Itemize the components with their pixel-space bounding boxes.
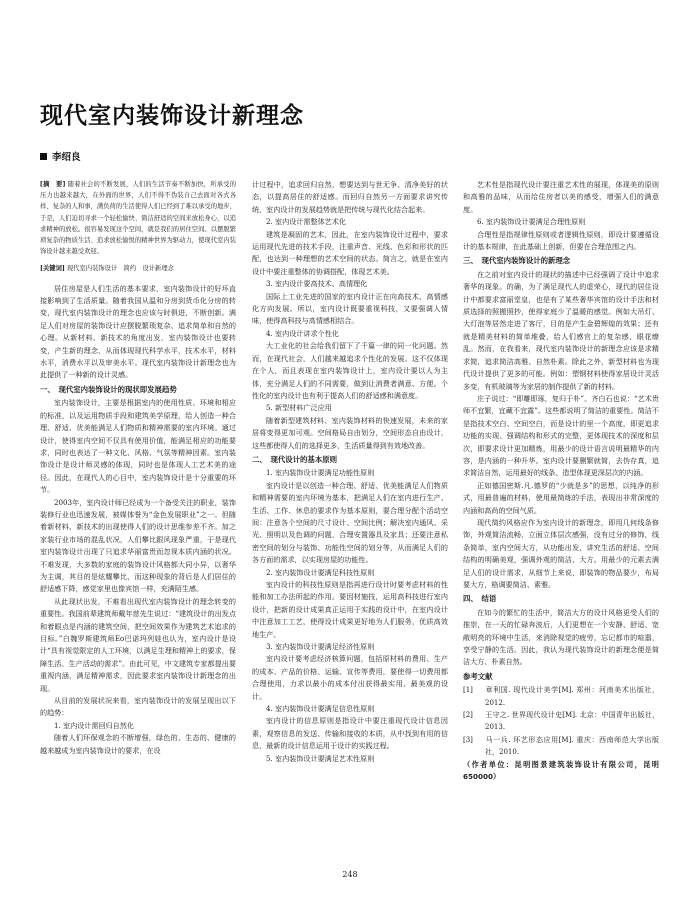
section-heading: 三、 现代室内装饰设计的新理念 — [463, 256, 571, 266]
column-right-body — [463, 179, 659, 669]
section-heading: 5. 室内装饰设计要满足艺术性原则 — [266, 753, 375, 763]
paragraph: 室内设计的科技性原则是指再进行设计时要考虑材料的性能和加工办法所起的作用。要因材施技，运用高科技进行室内设计，把新的设计成果真正运用于实践的设计中，在室内设计中注意加工工艺，使得设计成果更好地为人们服务，优质高效地生产。 — [252, 580, 448, 639]
paragraph: 室内设计的信息原则是指设计中要注重现代设计信息因素，观察信息的发送、传输和接收的本质，从中找到有用的信息，最新的设计信息运用于设计的实践过程。 — [252, 716, 448, 751]
paragraph: 国际上工业先进的国家的室内设计正在向高技术、高情感化方向发展。所以，室内设计既要重视科技，又要强调人情味，使得高科技与高情感相结合。 — [252, 291, 448, 326]
paragraph: 居住房屋是人们生活的基本要求，室内装饰设计的好坏直接影响到了生活质量。随着我国从温和分房到货币化分房的转变，现代室内装饰设计的理念也应该与时俱进，不断创新。满足人们对房屋的装饰设计应摆脱繁琐复杂、追求简单和自然的心理。从新材料、新技术的角度出发，室内装饰设计也要转变，产生新的理念，从而体现现代科学水平，技术水平，材料水平，消费水平以及审美水平。现代室内装饰设计新理念也为此提供了一种新的设计灵感。 — [40, 283, 236, 380]
keywords-text: 现代室内装饰设计 简约 设计新理念 — [66, 265, 174, 273]
section-heading: 4. 室内设计讲求个性化 — [266, 328, 339, 338]
abstract — [40, 179, 236, 257]
keywords — [40, 263, 236, 274]
section-heading: 3. 室内设计要高技术、高情理化 — [266, 279, 368, 289]
paragraph: 庄子说过：“即雕即琢，复归于朴”。齐白石也说：“艺术贵师不宜繁，宜藏不宜露”。这些都说明了简洁的重要性。简洁不是指技术空白、空间空白，而是设计的里一个高度，即更追求功能的实现、强调结构和形式的完整，更体现技术的深度和层次，即要求设计更加精炼，用最少的设计语言说明最精华的内容，是内涵的一种升华。室内设计要删繁就简，去伪存真，追求简洁自然，运用最好的线条、造型体现更深层次的内涵。 — [463, 393, 659, 478]
section-heading: 2. 室内设计需整体艺术化 — [266, 217, 346, 227]
abstract-text: 随着社会的不断发展，人们的生活节奏不断加快，所承受的压力也越来越大，在外面的世界，人们不得不伪装自己去面对各式各样、复杂的人和事，满负荷的生活使得人们已经到了难以承受的地步，于是，人们迫切寻求一个轻松愉快、简洁舒适的空间来放松身心，以追求精神的放松。很容易发现这个空间，就是我们的居住空间。以摆脱繁琐复杂的物质生活、追求放松愉悦的精神世界为驱动力，使现代室内装饰设计越来越受欢迎。 — [40, 181, 236, 256]
reference-item — [463, 709, 659, 734]
section-heading: 2. 室内装饰设计要满足科技性原则 — [266, 567, 375, 577]
paragraph: 从此现状出发，不难看出现代室内装饰设计的理念转变的重要性。我国前辈建筑师戴年慈先生说过：“建筑设计的出发点和着眼点是内涵的建筑空间，把空间效果作为建筑艺术追求的目标。”白魏罗斯建筑师Eo巴诺玛列娃也认为，室内设计是设计“具有视觉限定的人工环境，以满足生理和精神上的要求，保障生活、生产活动的需求”。由此可见，中文建筑专家都提出要重视内涵，满足精神需求，因此要求室内装饰设计新理念的出现。 — [40, 596, 236, 693]
bullet-square-icon — [40, 153, 47, 160]
paragraph: 随着人们环保观念的不断增强，绿色的、生态的、健康的越来越成为室内装饰设计的要求，在设 — [40, 733, 236, 755]
reference-number: [2] — [463, 711, 473, 720]
reference-item — [463, 684, 659, 709]
paragraph: 艺术性是指现代设计要注重艺术性的展现，体现美的原则和高雅的品味，从而给住房者以美的感受，增强人们的满意度。 — [463, 180, 659, 214]
column-right — [463, 179, 659, 869]
paragraph: 计过程中，追求回归自然，想要达到与世无争、清净美好的状态，以提高居住的舒适感。而回归自然另一方面要求讲究传统，室内设计的发展趋势就是把传统与现代化结合起来。 — [252, 180, 448, 214]
keywords-label: [关键词] — [40, 265, 65, 273]
references-heading: 参考文献 — [463, 671, 493, 681]
author-name: 李绍良 — [52, 152, 81, 163]
page-number: 248 — [342, 870, 358, 879]
section-heading: 四、 结语 — [463, 594, 497, 604]
author-affiliation: （作者单位：昆明图景建筑装饰设计有限公司，昆明 650000） — [463, 759, 659, 782]
section-heading: 3. 室内装饰设计要满足经济性原则 — [266, 642, 375, 652]
paragraph: 大工业化的社会给我们留下了千篇一律的同一化问题。然而，在现代社会，人们越来越追求个性化的发展。这不仅体现在个人，而且表现在室内装饰设计上，室内设计要以人为主体，充分满足人们的不同需要，做到让消费者满意、方便。个性化的室内设计也有利于提高人们的舒适感和满意度。 — [252, 341, 448, 400]
paragraph: 在之前对室内设计的现状的描述中已经强调了设计中追求奢华的现象。的确，为了满足现代人的虚荣心，现代的居住设计中都要求富丽堂皇，也是有了某些奢华宾馆的设计手法和材质选择的照搬照抄，使得家庭少了温暖的感觉。例如大吊灯、大灯泡等居然走进了客厅，目的是产生金碧辉煌的效果；还有就是精美材料的简单堆叠，给人们感官上的复杂感、眼花缭乱。然而，在我看来，现代室内装饰设计的新理念应该是求精求简，追求简洁高雅、自然朴素。除此之外，新型材料也为现代设计提供了更多的可能。例如：塑钢材料使得家居设计灵活多变，有机玻璃等为家居的制作提供了新的材料。 — [463, 269, 659, 391]
section-heading: 5. 新型材料广泛应用 — [266, 403, 332, 413]
reference-text: 马一兵. 环艺形态应用[M]. 重庆：西南师范大学出版社，2010. — [485, 735, 659, 757]
section-heading: 二、 现代设计的基本原则 — [252, 454, 337, 464]
article-title: 现代室内装饰设计新理念 — [40, 103, 304, 129]
reference-text: 王守之. 世界现代设计史[M]. 北京：中国青年出版社，2013. — [485, 711, 659, 732]
paragraph: 室内装饰设计，主要是根据室内的使用性质、环境和相应的标准，以及运用物质手段和建筑美学原理，给人创造一种合理、舒适、优美能满足人们物质和精神需要的室内环境。通过设计，使得室内空间不仅具有使用价值，能满足相应的功能要求，同时也表达了一种文化、风格、气氛等精神因素。室内装饰设计是设计师灵感的体现，同时也是体现人工艺术美的途径。因此，在现代人的心目中，室内装饰设计是十分重要的环节。 — [40, 398, 236, 495]
author-line — [40, 149, 81, 163]
paragraph: 2003年，室内设计师已经成为一个备受关注的职业，装饰装修行业也迅速发展，被媒体誉为“金色发展职业”之一。但随着新材料、新技术的出现使得人们的设计思维参差不齐。加之家装行业市场的混乱状况，人们攀比跟风现象严重，于是现代室内装饰设计出现了只追求华丽富贵而忽视本质内涵的状况。不难发现，大多数的家庭的装饰设计风格都大同小异，以奢华为主调，其目的是炫耀攀比，而这种现象的背后是人们居住的舒适感下降，感觉家里也像宾馆一样，充满陌生感。 — [40, 497, 236, 594]
section-heading: 4. 室内装饰设计要满足信息性原则 — [266, 704, 375, 714]
paragraph: 室内设计是以创造一种合理、舒适、优美能满足人们物质和精神需要的室内环境为基本，把满足人们在室内进行生产、生活、工作、休息的要求作为基本原则，要合理分配个活动空间：注意各个空间的尺寸设计、空间比例；解决室内通风、采光、照明以及色调的问题，合理安置器具及家具；还要注意私密空间的划分与装饰、功能性空间的划分等，从而满足人们的各方面的需求，以实现房屋的功能性。 — [252, 480, 448, 565]
section-heading: 1. 室内装饰设计要满足功能性原则 — [266, 468, 375, 478]
column-middle — [252, 179, 448, 869]
reference-number: [3] — [463, 735, 473, 744]
column-left — [40, 179, 236, 869]
reference-text: 章利国. 现代设计美学[M]. 郑州：河南美术出版社，2012. — [485, 686, 659, 707]
paragraph: 正如德国密斯.凡.德罗的“少就是多”的思想，以纯净的形式，用最普遍的材料，使用最简练的手法，表现出非常深度的内涵和高尚的空间气质。 — [463, 480, 659, 515]
section-heading: 一、 现代室内装饰设计的现状即发展趋势 — [40, 384, 177, 394]
paragraph: 随着新型建筑材料、室内装饰材料的快速发展，未来的家居将变得更加可观。空间格局自由划分，空间形态自由设计，这些都使得人们的选择更多，生活质量得到有效地改善。 — [252, 415, 448, 450]
paragraph: 建筑是凝固的艺术，因此，在室内装饰设计过程中，要求运用现代先进的技术手段，注重声音、光线、色彩和形状的匹配，也达到一种理想的艺术空间的状态。简言之，就是在室内设计中要注重整体的协调搭配，体现艺术美。 — [252, 229, 448, 276]
section-heading: 1. 室内设计需回归自然化 — [54, 720, 134, 730]
paragraph: 室内设计要考虑经济核算问题，包括原材料的费用、生产的成本、产品的价格、运输、宣传等费用，要使得一切费用都合理使用，力求以最小的成本付出获得最实用、最美观的设计。 — [252, 654, 448, 701]
references-list — [463, 684, 659, 758]
paragraph: 从目前的发展状况来看，室内装饰设计的发展呈现出以下的趋势： — [40, 696, 236, 718]
paragraph: 合理性是指规律性原则或者逻辑性原则，即设计要遵循设计的基本规律，在此基础上创新，但要在合理范围之内。 — [463, 229, 659, 252]
paragraph: 现代简约风格应作为室内设计的新理念，即用几何线条修饰，外观简洁流畅，立面立体层次感强，没有过分的修饰，线条简单，室内空间大方，从功能出发，讲究生活的舒适、空间结构的明确美观，强调外观的简洁、大方。用最少的元素去满足人们的设计需求，从细节上来说，即装饰的物品要少，布局要大方，格调要简洁、素雅。 — [463, 517, 659, 589]
section-heading: 6. 室内装饰设计要满足合理性原则 — [477, 217, 586, 227]
reference-number: [1] — [463, 686, 473, 695]
reference-item — [463, 734, 659, 759]
abstract-label: [摘 要] — [40, 181, 66, 188]
paragraph: 在如今的繁忙的生活中，简洁大方的设计风格更受人们的推崇，在一天的忙碌奔波后，人们更想在一个安静、舒适、宽敞明亮的环境中生活，来消除视觉的疲劳，忘记都市的喧嚣，享受宁静的生活。因此，我认为现代装饰设计的新理念便是简洁大方、朴素自然。 — [463, 607, 659, 667]
